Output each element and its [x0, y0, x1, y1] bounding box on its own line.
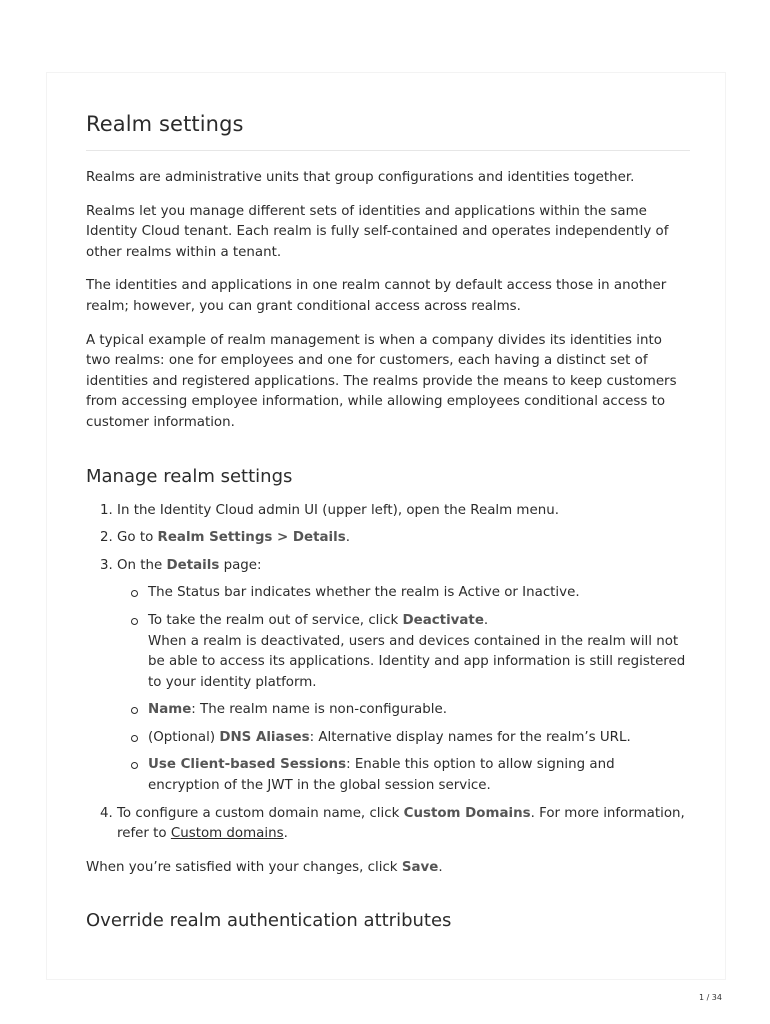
- bullet-name: Name: The realm name is non-configurable.: [148, 700, 690, 721]
- bullet-client-sessions: Use Client-based Sessions: Enable this option to allow signing and encryption of the JWT in the global session service.: [148, 755, 690, 796]
- document-content: [86, 112, 690, 945]
- section-heading-manage: Manage realm settings: [86, 465, 293, 487]
- outro-paragraph: When you’re satisfied with your changes, click Save.: [86, 859, 443, 875]
- step-1: 1. In the Identity Cloud admin UI (upper left), open the Realm menu.: [117, 501, 690, 522]
- bullet-dns-aliases: (Optional) DNS Aliases: Alternative display names for the realm’s URL.: [148, 728, 690, 749]
- details-bullets: [117, 583, 690, 796]
- intro-paragraph-3: The identities and applications in one realm cannot by default access those in another realm; however, you can grant conditional access across realms.: [86, 278, 667, 314]
- step-3: 3. On the Details page: The Status bar indicates whether the realm is Active or Inactive. To take the realm out of service, click Deactivate. When a realm is deactivated, users and devices contained in the realm will not be able to access its applications. Identity and app information is still registered to your identity platform. Name: The realm name is non-configurable. (Optional) DNS Aliases: Alternative display names for the realm’s URL. Use Client-based Sessions: Enable this option to allow signing and encryption of the JWT in the global session service.: [117, 556, 690, 797]
- ui-label-custom-domains: Custom Domains: [403, 805, 531, 821]
- ui-label-details: Details: [166, 557, 220, 573]
- ui-label-deactivate: Deactivate: [402, 612, 484, 628]
- ui-label-save: Save: [401, 859, 439, 875]
- ui-label-client-sessions: Use Client-based Sessions: [148, 757, 347, 773]
- bullet-deactivate: To take the realm out of service, click Deactivate. When a realm is deactivated, users and devices contained in the realm will not be able to access its applications. Identity and app information is still registered to your identity platform.: [148, 611, 690, 693]
- section-heading-override: Override realm authentication attributes: [86, 910, 452, 932]
- deactivate-note: When a realm is deactivated, users and devices contained in the realm will not be able to access its applications. Identity and app information is still registered to your identity platform.: [148, 633, 686, 690]
- steps-list: [86, 501, 690, 845]
- intro-paragraph-4: A typical example of realm management is when a company divides its identities into two realms: one for employees and one for customers, each having a distinct set of identities and registered applications. The realms provide the means to keep customers from accessing employee information, while allowing employees conditional access to customer information.: [86, 332, 677, 430]
- intro-paragraph-1: Realms are administrative units that group configurations and identities together.: [86, 170, 635, 185]
- custom-domains-link[interactable]: Custom domains: [170, 826, 284, 842]
- page-number: 1 / 34: [698, 993, 722, 1002]
- step-2: 2. Go to Realm Settings > Details.: [117, 528, 690, 549]
- ui-label-name: Name: [148, 702, 192, 718]
- intro-paragraph-2: Realms let you manage different sets of identities and applications within the same Identity Cloud tenant. Each realm is fully self-contained and operates independently of other realms within a tenant.: [86, 203, 669, 260]
- bullet-status: The Status bar indicates whether the realm is Active or Inactive.: [148, 583, 690, 604]
- page-title: Realm settings: [86, 112, 690, 151]
- ui-path-realm-settings-details: Realm Settings > Details: [157, 530, 346, 546]
- ui-label-dns-aliases: DNS Aliases: [219, 729, 310, 745]
- step-4: 4. To configure a custom domain name, click Custom Domains. For more information, refer to Custom domains.: [117, 804, 690, 845]
